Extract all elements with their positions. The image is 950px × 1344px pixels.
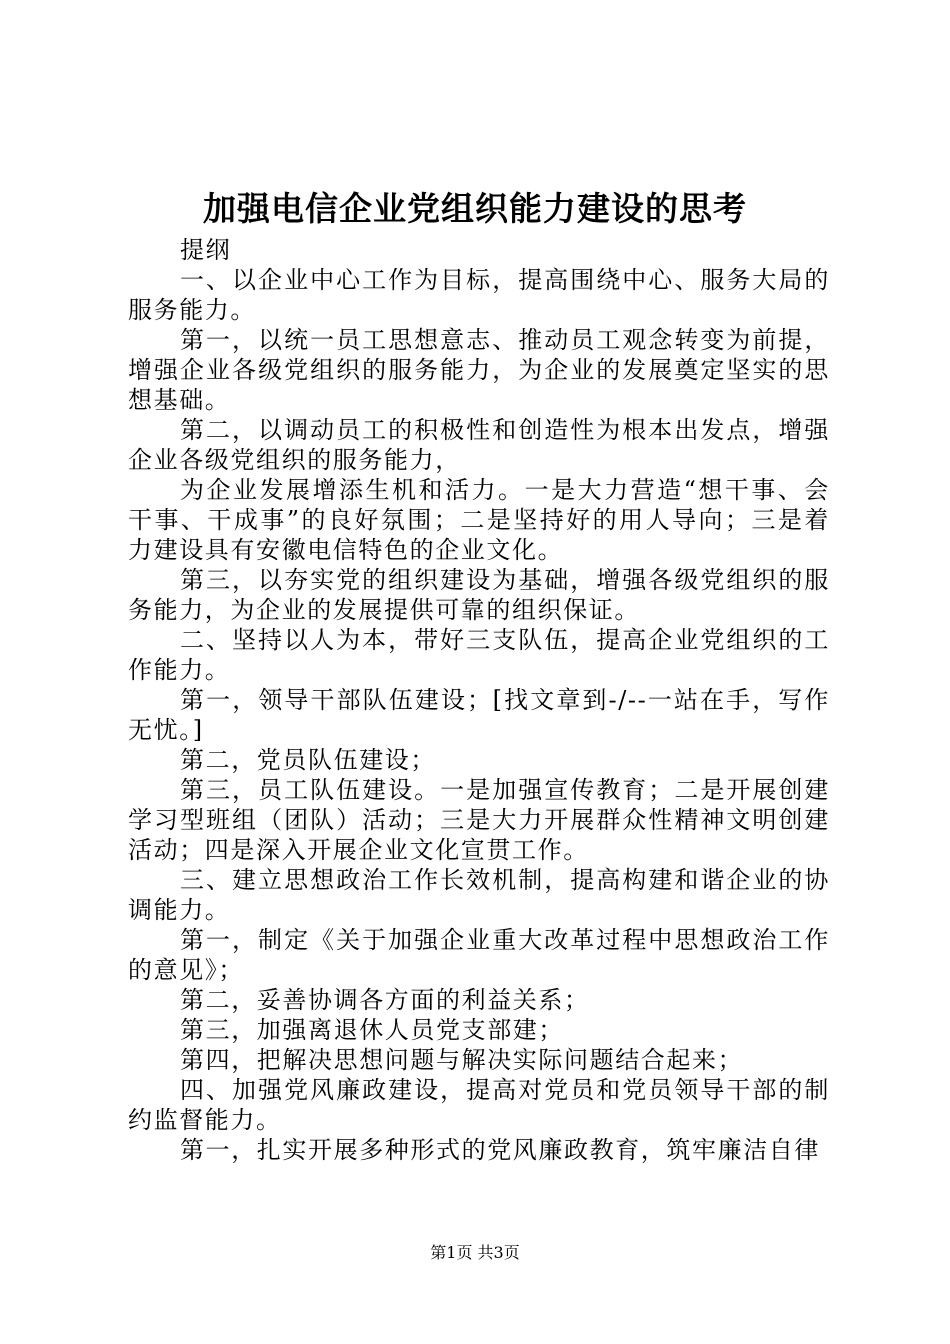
- paragraph: 提纲: [180, 236, 232, 264]
- paragraph: 第一，以统一员工思想意志、推动员工观念转变为前提，增强企业各级党组织的服务能力，为企业的发展奠定坚实的思想基础。: [128, 326, 830, 414]
- page-footer: 第1页 共3页: [430, 1243, 520, 1262]
- paragraph: 二、坚持以人为本，带好三支队伍，提高企业党组织的工作能力。: [128, 626, 830, 684]
- paragraph: 一、以企业中心工作为目标，提高围绕中心、服务大局的服务能力。: [128, 266, 830, 324]
- document-title: 加强电信企业党组织能力建设的思考: [203, 189, 747, 228]
- paragraph: 第三，员工队伍建设。一是加强宣传教育；二是开展创建学习型班组（团队）活动；三是大力开展群众性精神文明创建活动；四是深入开展企业文化宣贯工作。: [128, 776, 830, 864]
- paragraph: 三、建立思想政治工作长效机制，提高构建和谐企业的协调能力。: [128, 866, 830, 924]
- paragraph: 第二，妥善协调各方面的利益关系；: [180, 986, 590, 1014]
- paragraph: 第二，以调动员工的积极性和创造性为根本出发点，增强企业各级党组织的服务能力，: [128, 416, 830, 474]
- document-body: [128, 235, 830, 1165]
- paragraph: 四、加强党风廉政建设，提高对党员和党员领导干部的制约监督能力。: [128, 1076, 830, 1134]
- paragraph: 第四，把解决思想问题与解决实际问题结合起来；: [180, 1046, 744, 1074]
- paragraph: 第三，以夯实党的组织建设为基础，增强各级党组织的服务能力，为企业的发展提供可靠的组织保证。: [128, 566, 830, 624]
- paragraph: 第一，领导干部队伍建设；[找文章到-/--一站在手，写作无忧。]: [128, 686, 830, 744]
- paragraph: 第二，党员队伍建设；: [180, 746, 436, 774]
- paragraph: 第三，加强离退休人员党支部建；: [180, 1016, 564, 1044]
- paragraph: 为企业发展增添生机和活力。一是大力营造“想干事、会干事、干成事”的良好氛围；二是坚持好的用人导向；三是着力建设具有安徽电信特色的企业文化。: [128, 476, 830, 564]
- paragraph: 第一，制定《关于加强企业重大改革过程中思想政治工作的意见》；: [128, 926, 830, 984]
- paragraph: 第一，扎实开展多种形式的党风廉政教育，筑牢廉洁自律: [180, 1136, 820, 1164]
